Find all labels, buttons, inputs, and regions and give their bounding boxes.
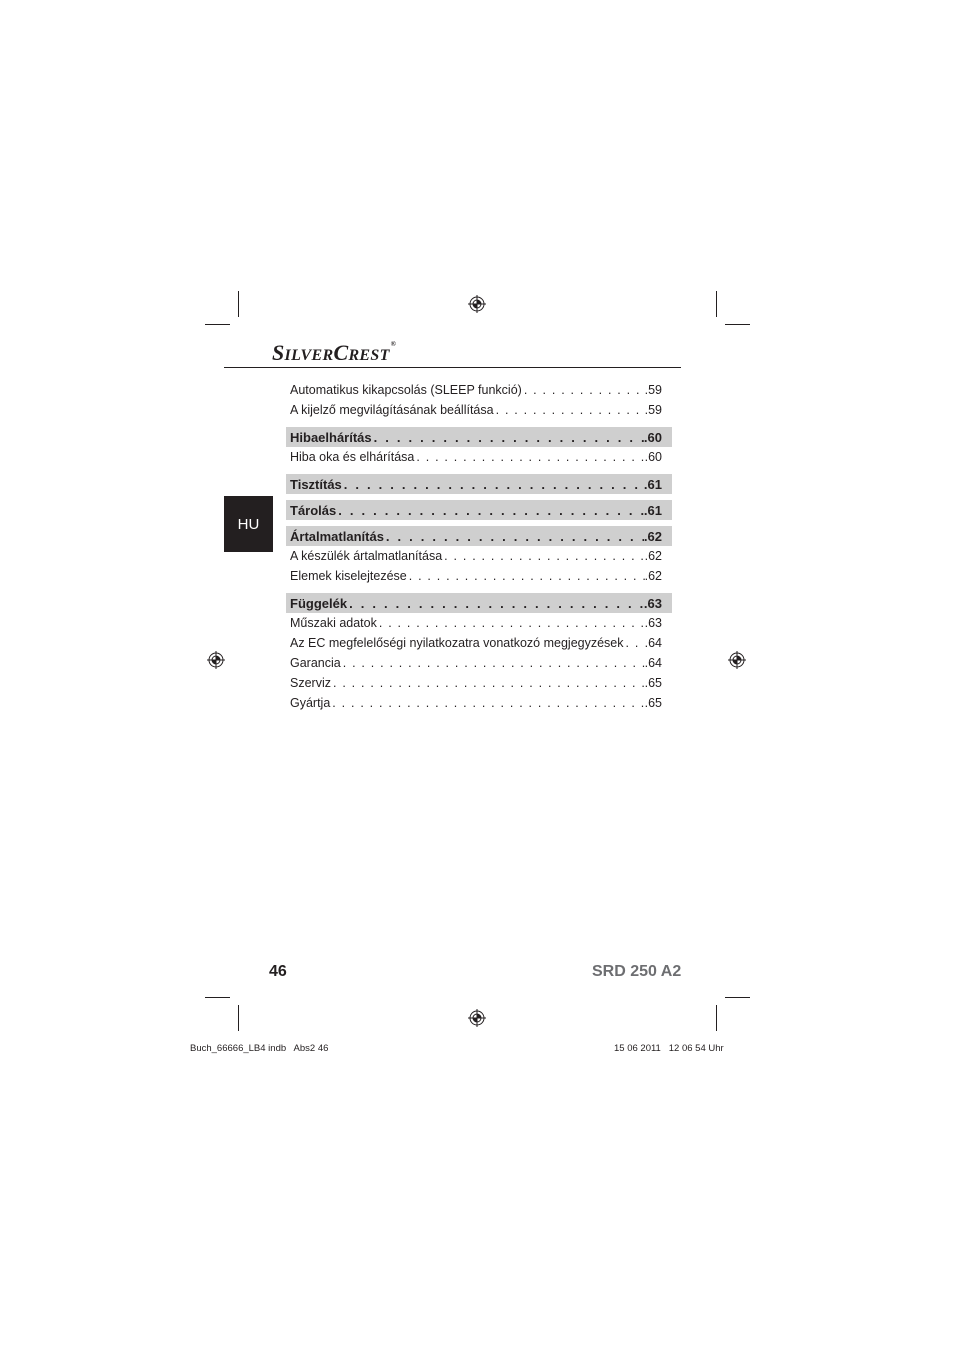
toc-page-number: .63 (644, 616, 662, 630)
toc-dot-leader (341, 656, 645, 670)
registration-mark-icon (468, 1009, 486, 1027)
toc-dot-leader (377, 616, 645, 630)
crop-mark (238, 291, 239, 317)
toc-page-number: .65 (644, 676, 662, 690)
toc-entry (286, 613, 672, 633)
toc-page-number: .63 (643, 595, 662, 611)
toc-title: Tárolás (286, 503, 336, 518)
toc-dot-leader (624, 636, 645, 650)
toc-section (286, 526, 672, 546)
toc-entry (286, 447, 672, 467)
brand-logo: SILVERCREST® (272, 340, 397, 365)
toc-section (286, 427, 672, 447)
print-slug-date: 15 06 2011 12 06 54 Uhr (614, 1043, 724, 1054)
toc-title: Hiba oka és elhárítása (290, 450, 415, 464)
toc-title: Automatikus kikapcsolás (SLEEP funkció) (290, 383, 522, 397)
toc-dot-leader (372, 430, 644, 445)
toc-page-number: .61 (643, 502, 662, 518)
registration-mark-icon (468, 295, 486, 313)
toc-spacer (286, 467, 672, 474)
toc-dot-leader (414, 450, 644, 464)
print-slug-file: Buch_66666_LB4 indb Abs2 46 (190, 1043, 329, 1054)
toc-title: Garancia (290, 656, 341, 670)
toc-page-number: .59 (644, 403, 662, 417)
toc-dot-leader (336, 503, 644, 518)
toc-title: Függelék (286, 596, 347, 611)
crop-mark (205, 997, 230, 998)
crop-mark (725, 324, 750, 325)
toc-dot-leader (342, 477, 644, 492)
toc-title: A kijelző megvilágításának beállítása (290, 403, 494, 417)
crop-mark (238, 1005, 239, 1031)
toc-page-number: .61 (643, 476, 662, 492)
model-name: SRD 250 A2 (592, 963, 682, 980)
toc-entry (286, 546, 672, 566)
registration-mark-icon (728, 651, 746, 669)
toc-spacer (286, 420, 672, 427)
toc-title: Műszaki adatok (290, 616, 377, 630)
toc-page-number: .64 (644, 636, 662, 650)
toc-dot-leader (331, 676, 645, 690)
toc-page-number: .64 (644, 656, 662, 670)
toc-title: Ártalmatlanítás (286, 529, 384, 544)
header-rule (224, 367, 681, 368)
toc-dot-leader (330, 696, 644, 710)
language-tab: HU (224, 496, 273, 552)
toc-entry (286, 380, 672, 400)
toc-page-number: .62 (644, 569, 662, 583)
toc-dot-leader (522, 383, 645, 397)
toc-entry (286, 400, 672, 420)
toc-title: Gyártja (290, 696, 331, 710)
toc-dot-leader (384, 529, 644, 544)
toc-dot-leader (407, 569, 645, 583)
toc-page-number: .60 (643, 429, 662, 445)
toc-page-number: .60 (644, 450, 662, 464)
toc-section (286, 500, 672, 520)
toc-entry (286, 693, 672, 713)
toc-title: Az EC megfelelőségi nyilatkozatra vonatkozó megjegyzések (290, 636, 624, 650)
crop-mark (716, 291, 717, 317)
toc-section (286, 474, 672, 494)
toc-title: Elemek kiselejtezése (290, 569, 407, 583)
toc-page-number: .65 (644, 696, 662, 710)
toc-title: A készülék ártalmatlanítása (290, 549, 443, 563)
toc-dot-leader (494, 403, 645, 417)
crop-mark (716, 1005, 717, 1031)
toc-title: Hibaelhárítás (286, 430, 372, 445)
toc-entry (286, 673, 672, 693)
toc-dot-leader (347, 596, 644, 611)
toc-title: Tisztítás (286, 477, 342, 492)
toc-spacer (286, 586, 672, 593)
crop-mark (725, 997, 750, 998)
toc-entry (286, 633, 672, 653)
toc-page-number: .59 (644, 383, 662, 397)
toc-dot-leader (442, 549, 644, 563)
toc-section (286, 593, 672, 613)
toc-page-number: .62 (644, 549, 662, 563)
crop-mark (205, 324, 230, 325)
registration-mark-icon (207, 651, 225, 669)
toc-entry (286, 566, 672, 586)
toc-page-number: .62 (643, 528, 662, 544)
toc-title: Szerviz (290, 676, 331, 690)
table-of-contents (286, 380, 672, 713)
page-number: 46 (269, 963, 287, 980)
toc-entry (286, 653, 672, 673)
